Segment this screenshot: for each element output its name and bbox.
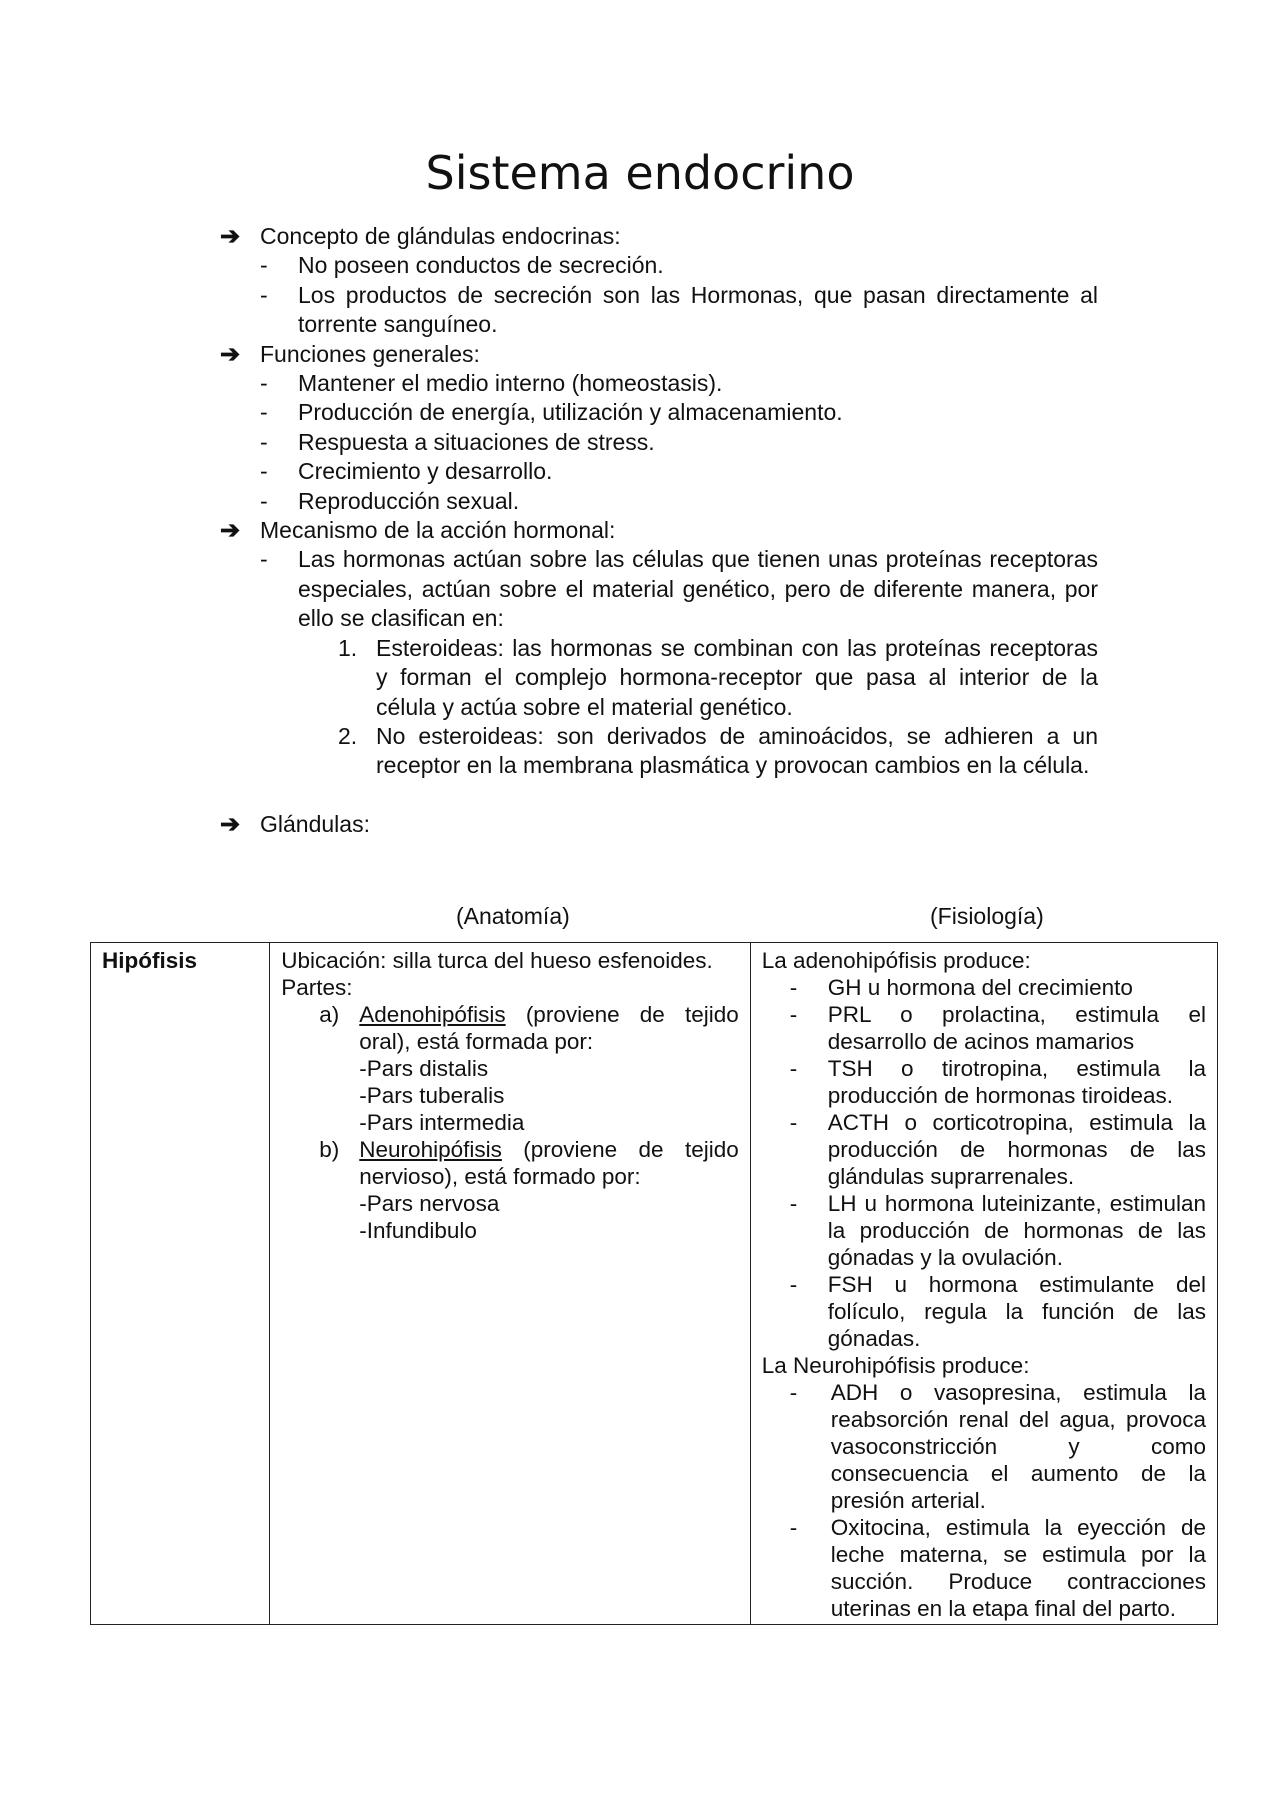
ubicacion-text: Ubicación: silla turca del hueso esfenoides. [281,948,713,973]
arrow-bullet-icon: ➔ [220,517,241,545]
column-header-anatomia: (Anatomía) [456,903,570,929]
hormone-item: - TSH o tirotropina, estimula la producción de hormonas tiroideas. [789,1056,1206,1108]
anatomia-cell [270,943,751,1625]
hormone-item: - Oxitocina, estimula la eyección de leche materna, se estimula por la succión. Produce contracciones uterinas en la etapa final del parto. [789,1515,1206,1621]
hormone-item: - FSH u hormona estimulante del folículo, regula la función de las gónadas. [789,1272,1206,1351]
outline [218,222,1098,839]
section-glandulas-heading: ➔ Glándulas: [220,810,370,838]
list-item: - No poseen conductos de secreción. [260,252,664,279]
concepto-list [218,251,1098,339]
part-b-item: -Pars nervosa [359,1191,500,1216]
adeno-intro: La adenohipófisis produce: [761,948,1031,973]
hormone-item: - ADH o vasopresina, estimula la reabsorción renal del agua, provoca vasoconstricción y como consecuencia el aumento de la presión arterial. [789,1380,1206,1513]
list-item: 1. Esteroideas: las hormonas se combinan con las proteínas receptoras y forman el complejo hormona-receptor que pasa al interior de la célula y actúa sobre el material genético. [338,634,1098,720]
section-mecanismo-heading: ➔ Mecanismo de la acción hormonal: [220,517,616,545]
hormone-item: - GH u hormona del crecimiento [789,975,1133,1000]
adenohipofisis-term: Adenohipófisis [359,1002,506,1027]
arrow-bullet-icon: ➔ [220,223,241,250]
part-a-item: -Pars tuberalis [359,1083,505,1108]
list-item: 2. No esteroideas: son derivados de aminoácidos, se adhieren a un receptor en la membrana plasmática y provocan cambios en la célula. [338,722,1098,779]
gland-name-cell: Hipófisis [91,943,270,1625]
section-concepto-heading: ➔ Concepto de glándulas endocrinas: [220,223,621,250]
list-item: - Los productos de secreción son las Hormonas, que pasan directamente al torrente sanguíneo. [260,281,1098,338]
page-title: Sistema endocrino [425,146,855,200]
fisiologia-cell [750,943,1217,1625]
arrow-bullet-icon: ➔ [220,810,241,838]
part-a-item: -Pars distalis [359,1056,489,1081]
glands-table [90,942,1218,1625]
column-header-fisiologia: (Fisiología) [930,903,1044,929]
list-item: - Mantener el medio interno (homeostasis). [260,370,723,397]
hormone-item: - ACTH o corticotropina, estimula la producción de hormonas de las glándulas suprarrenales. [789,1110,1206,1189]
part-a: a) Adenohipófisis (proviene de tejido oral), está formada por: [319,1002,739,1054]
hormone-item: - PRL o prolactina, estimula el desarrollo de acinos mamarios [789,1002,1206,1054]
mecanismo-numbered-list [218,634,1098,781]
hormone-item: - LH u hormona luteinizante, estimulan la producción de hormonas de las gónadas y la ovulación. [789,1191,1206,1270]
mecanismo-list [218,545,1098,633]
table-row [91,943,1218,1625]
partes-label: Partes: [281,975,353,1000]
neurohipofisis-term: Neurohipófisis [359,1137,502,1162]
part-a-item: -Pars intermedia [359,1110,525,1135]
list-item: - Reproducción sexual. [260,487,520,514]
arrow-bullet-icon: ➔ [220,340,241,368]
list-item: - Respuesta a situaciones de stress. [260,428,655,455]
part-b: b) Neurohipófisis (proviene de tejido nervioso), está formado por: [319,1137,739,1189]
list-item: - Las hormonas actúan sobre las células que tienen unas proteínas receptoras especiales, actúan sobre el material genético, pero de diferente manera, por ello se clasifican en: [260,546,1098,632]
list-item: - Crecimiento y desarrollo. [260,458,553,485]
funciones-list [218,369,1098,516]
list-item: - Producción de energía, utilización y almacenamiento. [260,399,843,426]
section-funciones-heading: ➔ Funciones generales: [220,340,480,368]
part-b-item: -Infundibulo [359,1218,477,1243]
neuro-intro: La Neurohipófisis produce: [761,1353,1030,1378]
